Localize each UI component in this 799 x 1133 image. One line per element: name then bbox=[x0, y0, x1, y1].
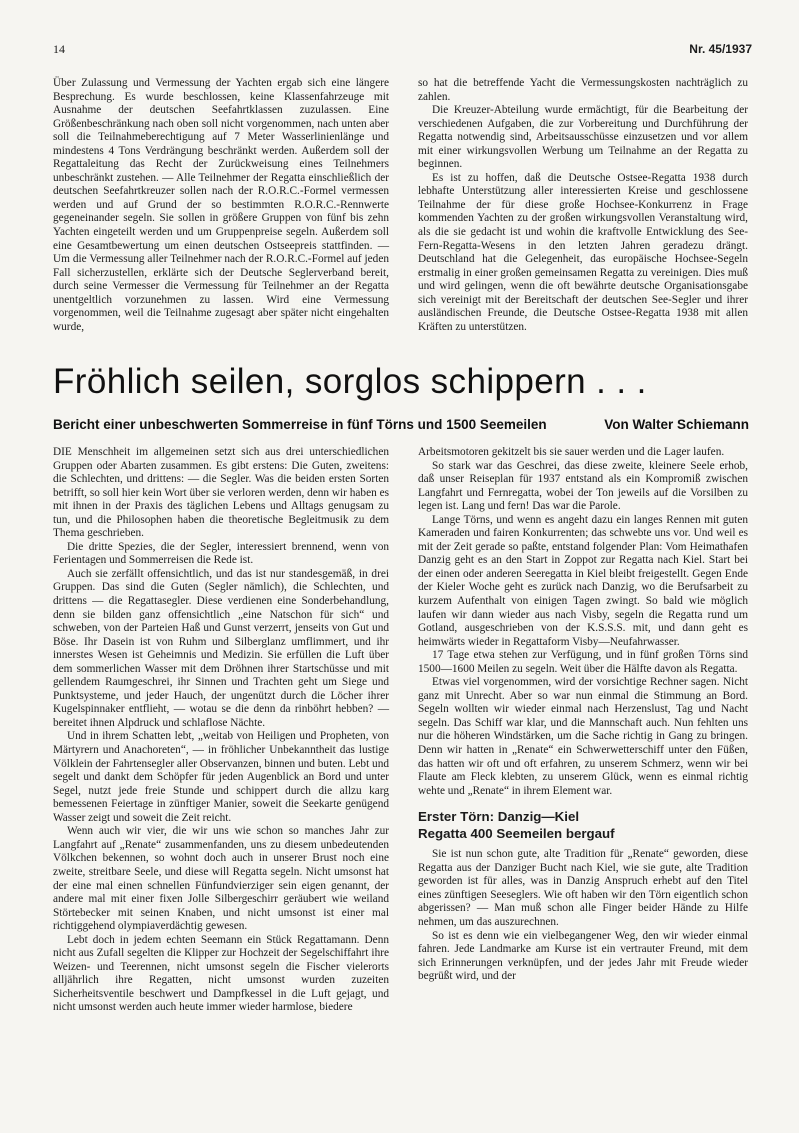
paragraph: Wenn auch wir vier, die wir uns wie schon so manches Jahr zur Langfahrt auf „Renate“ zusammenfanden, uns zu diesem unbedeutenden Völkchen bekennen, so wohnt doch auch in unserer Brust noch eine zweite, streitbare Seele, und diese will Regatta segeln. Nicht umsonst hat der eine mal einen schnellen Fünfundvierziger sein eigen genannt, der andere mal mit einer fixen Jolle Silbergeschirr geräubert wie weiland Störtebecker mit seinen Knaben, und nicht umsonst ist einer mal richtiggehend olympiaverdächtig gewesen. bbox=[53, 825, 389, 933]
section-heading bbox=[418, 808, 748, 842]
bottom-left-column bbox=[53, 446, 389, 1015]
paragraph: Sie ist nun schon gute, alte Tradition für „Renate“ geworden, diese Regatta aus der Danziger Bucht nach Kiel, wie sie gute, alte Tradition geworden ist für alles, was in Danzig Anspruch erhebt auf den Titel eines zünftigen Seeseglers. Wie oft haben wir den Törn eigentlich schon abgerissen? — Man muß schon alle Finger beider Hände zu Hilfe nehmen, um das auszurechnen. bbox=[418, 848, 748, 928]
top-right-column bbox=[418, 77, 748, 334]
paragraph: So stark war das Geschrei, das diese zweite, kleinere Seele erhob, daß unser Reiseplan für 1937 entstand als ein Kompromiß zwischen Langfahrt und Fernregatta, wobei der Ton jeweils auf die Vorsilben zu legen ist. Lang und fern! Das war die Parole. bbox=[418, 459, 748, 513]
bottom-right-column bbox=[418, 446, 748, 984]
top-left-column bbox=[53, 77, 389, 334]
page-number: 14 bbox=[53, 42, 65, 56]
paragraph: Die dritte Spezies, die der Segler, interessiert brennend, wenn von Ferientagen und Sommerreisen die Rede ist. bbox=[53, 540, 389, 567]
article-headline: Fröhlich seilen, sorglos schippern . . . bbox=[53, 362, 647, 401]
paragraph: Arbeitsmotoren gekitzelt bis sie sauer werden und die Lager laufen. bbox=[418, 446, 725, 458]
section-heading-line-2: Regatta 400 Seemeilen bergauf bbox=[418, 826, 615, 842]
paragraph: DIE Menschheit im allgemeinen setzt sich aus drei unterschiedlichen Gruppen oder Abarten zusammen. Es gibt erstens: Die Guten, zweitens: die Schlechten, und drittens: — die Segler. Was die beiden ersten Sorten betrifft, so soll hier kein Wort über sie verloren werden, denn wir haben es mit ihnen in der Praxis des täglichen Lebens und Alltags genugsam zu tun, und die Philosophen haben die theoretische Begleitmusik zu dem Thema geschrieben. bbox=[53, 446, 389, 540]
paragraph: Lebt doch in jedem echten Seemann ein Stück Regattamann. Denn nicht aus Zufall segelten die Klipper zur Hochzeit der Segelschiffahrt ihre Weizen- und Teerennen, nicht umsonst segeln die Fischer vielerorts alljährlich ihre Regatten, nicht umsonst wurden zuzeiten Sicherheitsventile beschwert und Dampfkessel in die Luft gejagt, und nicht umsonst werden auch heute immer wieder harmlose, biedere bbox=[53, 933, 389, 1014]
paragraph: 17 Tage etwa stehen zur Verfügung, und in fünf großen Törns sind 1500—1600 Meilen zu segeln. Weit über die Hälfte davon als Regatta. bbox=[418, 649, 748, 675]
article-subtitle: Bericht einer unbeschwerten Sommerreise in fünf Törns und 1500 Seemeilen bbox=[53, 417, 547, 432]
paragraph: Etwas viel vorgenommen, wird der vorsichtige Rechner sagen. Nicht ganz mit Unrecht. Aber so war nun einmal die Stimmung an Bord. Segeln wollten wir wieder einmal nach Herzenslust, Tag und Nacht segeln. Das Schiff war klar, und die Mannschaft auch. Nun fehlten uns nur die höheren Windstärken, um die Sache richtig in Gang zu bringen. Denn wir hatten in „Renate“ ein Schwerwetterschiff unter den Füßen, das hatten wir oft und oft erfahren, zu unserem Schmerz, wenn wir bei Flaute am Fleck klebten, zu unserem Glück, wenn es einmal richtig wehte und „Renate“ in ihrem Element war. bbox=[418, 676, 748, 797]
paragraph: Es ist zu hoffen, daß die Deutsche Ostsee-Regatta 1938 durch lebhafte Unterstützung aller interessierten Kreise und geschlossene Teilnahme der für diese große Hochsee-Konkurrenz in Frage kommenden Yachten zu der großen wirkungsvollen Veranstaltung wird, als die sie gedacht ist und wohin die kraftvolle Entwicklung des See-Fern-Regatta-Wesens in den letzten Jahren geradezu drängt. Deutschland hat die Gelegenheit, das europäische Hochsee-Segeln erstmalig in einer großen gemeinsamen Regatta zu vereinigen. Dies muß und wird gelingen, wenn die oft bewährte deutsche Organisationsgabe sich vereinigt mit der Bereitschaft der deutschen See-Segler und ihrer ausländischen Freunde, die Deutsche Ostsee-Regatta 1938 mit allen Kräften zu unterstützen. bbox=[418, 171, 748, 333]
article-subtitle-row bbox=[53, 417, 749, 432]
section-heading-line-1: Erster Törn: Danzig—Kiel bbox=[418, 809, 580, 825]
issue-number: Nr. 45/1937 bbox=[689, 42, 752, 56]
paragraph: Lange Törns, und wenn es angeht dazu ein langes Rennen mit guten Kameraden und fairen Konkurrenten; das schwebte uns vor. Und weil es mit der Zeit gerade so paßte, entstand folgender Plan: Vom Heimathafen Danzig geht es an den Start in Zoppot zur Regatta nach Kiel. Start bei der einen oder anderen Seeregatta in Kiel bleibt freigestellt. Gegen Ende der Kieler Woche geht es zurück nach Danzig, wo die Berufsarbeit zu kurzem Aufenthalt von einigen Tagen zwingt. So bald wie möglich laufen wir dann wieder aus nach Visby, segeln die Regatta rund um Gotland, ausgeschrieben von der K.S.S.S. mit, und dann geht es heimwärts wieder in Regattaform Visby—Neufahrwasser. bbox=[418, 513, 748, 648]
paragraph: Über Zulassung und Vermessung der Yachten ergab sich eine längere Besprechung. Es wurde beschlossen, keine Klassenfahrzeuge mit Ausnahme der deutschen Seefahrtklassen zuzulassen. Eine Größenbeschränkung nach oben soll nicht vorgenommen, nach unten aber soll die Teilnahmeberechtigung auf 7 Meter Wasserlinienlänge und mindestens 4 Tons Verdrängung beschränkt werden. Außerdem soll der Regattaleitung das Recht der Zurückweisung eines Teilnehmers unbeschränkt zustehen. — Alle Teilnehmer der Regatta einschließlich der deutschen Seefahrtkreuzer sollen nach der R.O.R.C.-Formel vermessen werden und auf Grund der so bestimmten R.O.R.C.-Rennwerte gegeneinander segeln. Sie sollen in größere Gruppen von fünf bis zehn Yachten eingeteilt werden und um Gruppenpreise segeln. Außerdem soll eine Gesamtbewertung um einen deutschen Ostseepreis stattfinden. — Um die Vermessung aller Teilnehmer nach der R.O.R.C.-Formel auf jeden Fall sicherzustellen, erklärte sich der Deutsche Seglerverband bereit, durch seine Vermesser die Vermessung für Teilnehmer an der Regatta unentgeltlich vorzunehmen zu lassen. Wird eine Vermessung vorgenommen, weil die Teilnahme zugesagt aber später nicht eingehalten wurde, bbox=[53, 77, 389, 333]
article-author: Von Walter Schiemann bbox=[604, 417, 749, 432]
paragraph: Die Kreuzer-Abteilung wurde ermächtigt, für die Bearbeitung der verschiedenen Aufgaben, die zur Vorbereitung und Durchführung der Regatta notwendig sind, Arbeitsausschüsse einzusetzen und vor allem mit einer wirkungsvollen Werbung um Teilnahme an der Regatta zu beginnen. bbox=[418, 104, 748, 171]
paragraph: Auch sie zerfällt offensichtlich, und das ist nur standesgemäß, in drei Gruppen. Das sind die Guten (Segler nämlich), die Schlechten, und drittens — die Regattasegler. Diese verdienen eine Sonderbehandlung, denn sie bilden ganz offensichtlich „eine Natschon für sich“ und schweben, von der Parteien Haß und Gunst verzerrt, jenseits von Gut und Böse. Ihr Dasein ist von Ruhm und Silberglanz umflimmert, und ihr innerstes Wesen ist Geheimnis und Medizin. Sie erfüllen die Luft über dem sommerlichen Wasser mit dem Dröhnen ihrer Startschüsse und mit gellendem Raumgeschrei, ihr Sinnen und Trachten geht um Siege und Punktsysteme, und jeder Hauch, der ungenützt durch die Löcher ihrer Kugelspinnaker entflieht, — wotau se die denn da rinböhrt hebben? — bereitet ihnen Alpdruck und schlaflose Nächte. bbox=[53, 567, 389, 729]
paragraph: so hat die betreffende Yacht die Vermessungskosten nachträglich zu zahlen. bbox=[418, 77, 748, 103]
paragraph: Und in ihrem Schatten lebt, „weitab von Heiligen und Propheten, von Märtyrern und Anachoreten“, — in fröhlicher Unbekanntheit das lustige Völklein der Fahrtensegler aller Observanzen, binnen und buten. Lebt und segelt und dankt dem Schöpfer für jeden Augenblick an Bord und unter Segel, nutzt jede freie Stunde und schippert durch die allzu karg bemessenen Feiertage in zünftiger Manier, soweit die Seekarte genügend Wasser zeigt und soweit die Zeit reicht. bbox=[53, 730, 389, 824]
paragraph: So ist es denn wie ein vielbegangener Weg, den wir wieder einmal fahren. Jede Landmarke am Kurse ist ein vertrauter Freund, mit dem sich Erinnerungen verknüpfen, und der jedes Jahr mit Freude wieder begrüßt wird, und der bbox=[418, 929, 748, 983]
